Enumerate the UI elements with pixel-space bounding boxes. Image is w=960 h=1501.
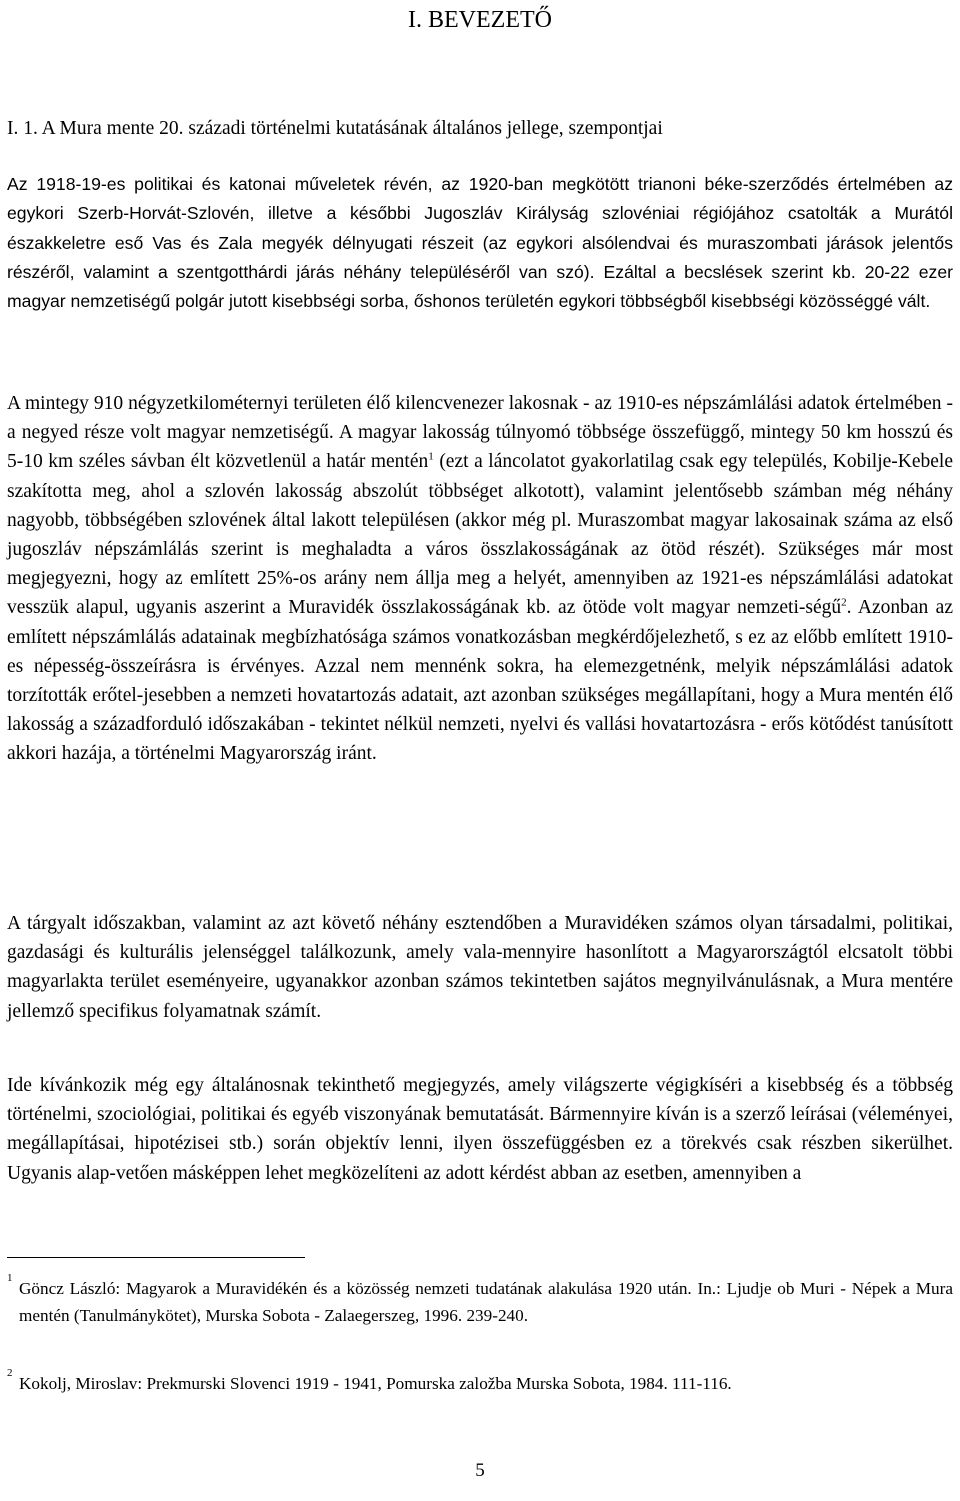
- paragraph-intro: Az 1918-19-es politikai és katonai műveletek révén, az 1920-ban megkötött trianoni béke-szerződés értelmében az egykori Szerb-Horvát-Szlovén, illetve a későbbi Jugoszláv Királyság szlovéniai régiójához csatolták a Murától északkeletre eső Vas és Zala megyék délnyugati részeit (az egykori alsólendvai és muraszombati járások jelentős részéről, valamint a szentgotthárdi járás néhány településéről van szó). Ezáltal a becslések szerint kb. 20-22 ezer magyar nemzetiségű polgár jutott kisebbségi sorba, őshonos területén egykori többségből kisebbségi közösséggé vált.: [7, 174, 953, 312]
- footnote-reference-2: 2: [841, 596, 847, 609]
- footnote-2-text: Kokolj, Miroslav: Prekmurski Slovenci 1919 - 1941, Pomurska založba Murska Sobota, 1984. 111-116.: [19, 1374, 732, 1393]
- footnote-1-mark: 1: [7, 1272, 13, 1284]
- footnote-reference-1: 1: [428, 450, 434, 463]
- footnote-1-text: Göncz László: Magyarok a Muravidékén és a közösség nemzeti tudatának alakulása 1920 után. In.: Ljudje ob Muri - Népek a Mura mentén (Tanulmánykötet), Murska Sobota - Zalaegerszeg, 1996. 239-240.: [19, 1279, 953, 1325]
- paragraph-population-part-c: . Azonban az említett népszámlálás adatainak megbízhatósága számos vonatkozásban megkérdőjelezhető, s ez az előbb említett 1910-es népesség-összeírásra is érvényes. Azzal nem mennénk sokra, ha elemezgetnénk, melyik népszámlálási adatok torzították erőtel-jesebben a nemzeti hovatartozás adatait, azt azonban szükséges megállapítani, hogy a Mura mentén élő lakosság a századforduló időszakában - tekintet nélkül nemzeti, nyelvi és vallási hovatartozásra - erős kötődést tanúsított akkori hazája, a történelmi Magyarország iránt.: [7, 597, 953, 765]
- paragraph-remark: Ide kívánkozik még egy általánosnak tekinthető megjegyzés, amely világszerte végigkíséri a kisebbség és a többség történelmi, szociológiai, politikai és egyéb viszonyának bemutatását. Bármennyire kíván is a szerző leírásai (véleményei, megállapításai, hipotézisei stb.) során objektív lenni, ilyen összefüggésben ez a törekvés csak részben sikerülhet. Ugyanis alap-vetően másképpen lehet megközelíteni az adott kérdést abban az esetben, amennyiben a: [7, 1075, 953, 1184]
- footnote-2-mark: 2: [7, 1367, 13, 1379]
- paragraph-population-part-a: A mintegy 910 négyzetkilométernyi területen élő kilencvenezer lakosnak - az 1910-es népszámlálási adatok értelmében - a negyed része volt magyar nemzetiségű. A magyar lakosság túlnyomó többsége összefüggő, mintegy 50 km hosszú és 5-10 km széles sávban élt közvetlenül a határ mentén: [7, 393, 953, 473]
- section-heading: I. 1. A Mura mente 20. századi történelmi kutatásának általános jellege, szempontjai: [7, 118, 663, 139]
- footnote-1: [7, 1272, 953, 1329]
- footnote-2: [7, 1367, 953, 1397]
- paragraph-population: [7, 389, 953, 769]
- paragraph-population-part-b: (ezt a láncolatot gyakorlatilag csak egy település, Kobilje-Kebele szakította meg, ahol a szlovén lakosság abszolút többséget alkotott), valamint jelentősebb számban még néhány nagyobb, többségében szlovének által lakott településen (akkor még pl. Muraszombat magyar lakosainak száma az első jugoszláv népszámlálás szerint is meghaladta a város összlakosságának az ötöd részét). Szükséges már most megjegyezni, hogy az említett 25%-os arány nem állja meg a helyét, amennyiben az 1921-es népszámlálási adatokat vesszük alapul, ugyanis aszerint a Muravidék összlakosságának kb. az ötöde volt magyar nemzeti-ségű: [7, 451, 953, 619]
- footnote-separator: [7, 1257, 305, 1258]
- paragraph-period: A tárgyalt időszakban, valamint az azt követő néhány esztendőben a Muravidéken számos olyan társadalmi, politikai, gazdasági és kulturális jelenséggel találkozunk, amely vala-mennyire hasonlított a Magyarországtól elcsatolt többi magyarlakta terület eseményeire, ugyanakkor azonban számos tekintetben sajátos megnyilvánulásnak, a Mura mentére jellemző specifikus folyamatnak számít.: [7, 913, 953, 1022]
- page-number: 5: [475, 1460, 485, 1481]
- chapter-title: I. BEVEZETŐ: [408, 7, 552, 33]
